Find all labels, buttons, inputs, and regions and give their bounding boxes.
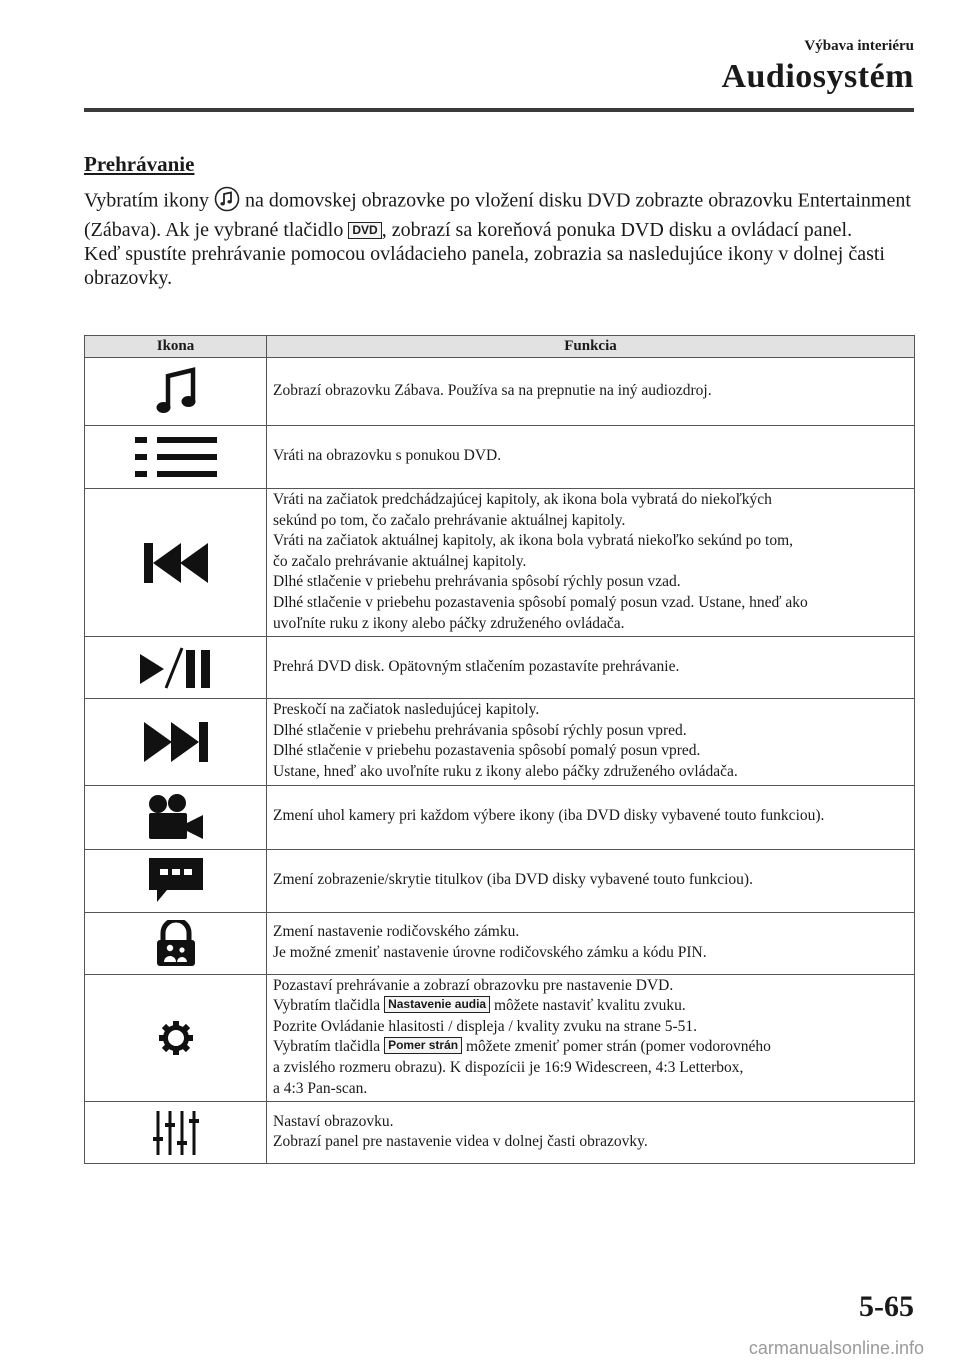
icon-function-table: [84, 335, 915, 1164]
play-pause-icon: [140, 646, 212, 690]
intro-paragraph-2: Keď spustíte prehrávanie pomocou ovládacieho panela, zobrazia sa nasledujúce ikony v dolnej časti obrazovky.: [84, 243, 885, 289]
function-text: sekúnd po tom, čo začalo prehrávanie aktuálnej kapitoly.: [273, 511, 626, 529]
page-number: 5-65: [859, 1290, 914, 1323]
function-cell: [267, 489, 915, 637]
chapter-name: Výbava interiéru: [804, 38, 914, 54]
function-text: Vybratím tlačidla Pomer strán môžete zmeniť pomer strán (pomer vodorovného: [273, 1038, 771, 1056]
table-row: [85, 849, 915, 912]
icon-cell: [85, 785, 267, 849]
icon-cell: [85, 849, 267, 912]
skip-next-icon: [144, 720, 208, 764]
table-row: [85, 974, 915, 1102]
function-text: Zmení nastavenie rodičovského zámku.: [273, 922, 520, 940]
parental-lock-icon: [155, 920, 197, 966]
menu-list-icon: [135, 436, 217, 478]
function-text: a 4:3 Pan-scan.: [273, 1079, 368, 1097]
function-cell: [267, 637, 915, 699]
section-heading: Prehrávanie: [84, 152, 195, 176]
function-cell: [267, 426, 915, 489]
function-cell: [267, 1102, 915, 1164]
table-row: [85, 912, 915, 974]
screen-button-label[interactable]: Nastavenie audia: [384, 996, 490, 1013]
function-text: Pozastaví prehrávanie a zobrazí obrazovku pre nastavenie DVD.: [273, 976, 674, 994]
column-header-icon: Ikona: [85, 336, 267, 358]
watermark: carmanualsonline.info: [748, 1338, 924, 1358]
function-text: Dlhé stlačenie v priebehu pozastavenia spôsobí pomalý posun vpred.: [273, 742, 701, 760]
dvd-button[interactable]: DVD: [348, 222, 381, 239]
intro-text-a: Vybratím ikony: [84, 189, 214, 212]
function-text: Prehrá DVD disk. Opätovným stlačením pozastavíte prehrávanie.: [273, 657, 680, 675]
subtitle-icon: [149, 858, 203, 904]
icon-cell: [85, 974, 267, 1102]
table-header-row: [85, 336, 915, 358]
icon-cell: [85, 489, 267, 637]
intro-text-b: na domovskej obrazovke po vložení disku DVD zobrazte obrazovku Entertainment (Zábava). Ak je vybrané tlačidlo: [84, 189, 911, 241]
intro-text: [84, 152, 914, 290]
table-row: [85, 785, 915, 849]
function-text: čo začalo prehrávanie aktuálnej kapitoly.: [273, 552, 527, 570]
function-text: Zobrazí obrazovku Zábava. Používa sa na prepnutie na iný audiozdroj.: [273, 381, 712, 399]
table-row: [85, 699, 915, 785]
table-row: [85, 637, 915, 699]
function-text: Vráti na začiatok predchádzajúcej kapitoly, ak ikona bola vybratá do niekoľkých: [273, 491, 772, 508]
table-row: [85, 426, 915, 489]
intro-paragraph-1: [84, 186, 914, 242]
function-text: Vybratím tlačidla Nastavenie audia môžete nastaviť kvalitu zvuku.: [273, 997, 686, 1015]
function-text: Dlhé stlačenie v priebehu prehrávania spôsobí rýchly posun vpred.: [273, 721, 687, 739]
function-text: Ustane, hneď ako uvoľníte ruku z ikony alebo páčky združeného ovládača.: [273, 762, 738, 780]
icon-cell: [85, 699, 267, 785]
function-text: Dlhé stlačenie v priebehu pozastavenia spôsobí pomalý posun vzad. Ustane, hneď ako: [273, 593, 808, 611]
function-text: a zvislého rozmeru obrazu). K dispozícii je 16:9 Widescreen, 4:3 Letterbox,: [273, 1058, 744, 1076]
function-text: uvoľníte ruku z ikony alebo páčky združeného ovládača.: [273, 614, 625, 632]
intro-text-c: , zobrazí sa koreňová ponuka DVD disku a ovládací panel.: [381, 219, 853, 241]
function-text: Zmení zobrazenie/skrytie titulkov (iba DVD disky vybavené touto funkciou).: [273, 870, 753, 888]
function-text: Vráti na obrazovku s ponukou DVD.: [273, 447, 502, 465]
function-cell: [267, 785, 915, 849]
icon-cell: [85, 426, 267, 489]
music-note-icon: [151, 367, 201, 417]
screen-button-label[interactable]: Pomer strán: [384, 1037, 462, 1054]
function-text: Je možné zmeniť nastavenie úrovne rodičovského zámku a kódu PIN.: [273, 943, 707, 961]
function-text: Zmení uhol kamery pri každom výbere ikony (iba DVD disky vybavené touto funkciou).: [273, 807, 825, 825]
video-adjust-icon: [153, 1111, 199, 1155]
function-text: Nastaví obrazovku.: [273, 1112, 394, 1130]
function-cell: [267, 849, 915, 912]
function-cell: [267, 912, 915, 974]
header-rule: [84, 108, 914, 112]
section-title: Audiosystém: [721, 58, 914, 95]
table-row: [85, 1102, 915, 1164]
table-row: [85, 358, 915, 426]
music-note-icon: [214, 186, 240, 218]
function-text: Vráti na začiatok aktuálnej kapitoly, ak ikona bola vybratá niekoľko sekúnd po tom,: [273, 532, 794, 550]
icon-cell: [85, 1102, 267, 1164]
icon-cell: [85, 912, 267, 974]
function-cell: [267, 699, 915, 785]
function-text: Preskočí na začiatok nasledujúcej kapitoly.: [273, 701, 540, 719]
icon-cell: [85, 637, 267, 699]
function-text: Dlhé stlačenie v priebehu prehrávania spôsobí rýchly posun vzad.: [273, 573, 681, 591]
function-cell: [267, 974, 915, 1102]
icon-cell: [85, 358, 267, 426]
function-text: Zobrazí panel pre nastavenie videa v dolnej časti obrazovky.: [273, 1133, 648, 1151]
column-header-function: Funkcia: [267, 336, 915, 358]
settings-gear-icon: [159, 1021, 193, 1055]
camera-angle-icon: [147, 793, 205, 841]
table-row: [85, 489, 915, 637]
skip-previous-icon: [144, 541, 208, 585]
function-text: Pozrite Ovládanie hlasitosti / displeja / kvality zvuku na strane 5-51.: [273, 1017, 698, 1035]
function-cell: [267, 358, 915, 426]
